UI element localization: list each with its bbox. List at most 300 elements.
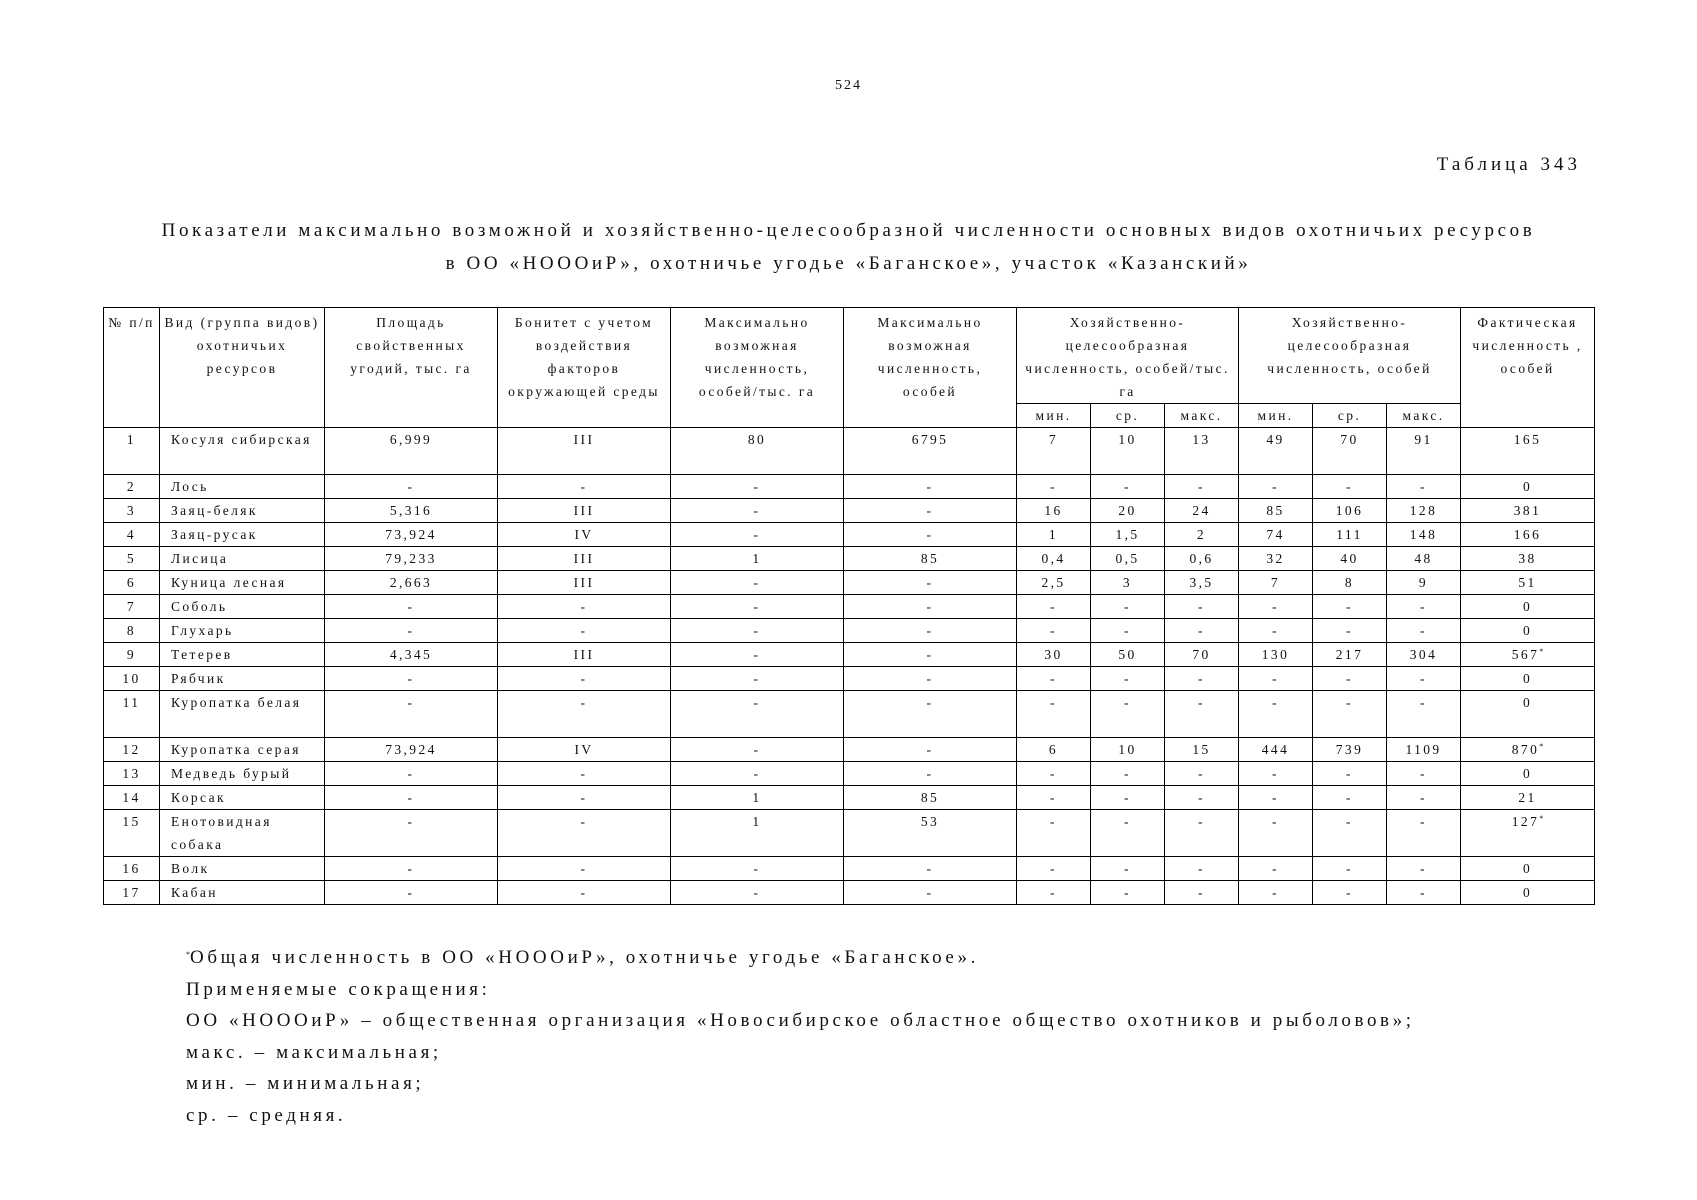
cell-count-max (1387, 595, 1461, 619)
cell-density-min (1017, 881, 1091, 905)
cell-max-count (844, 881, 1017, 905)
cell-count-max-value: - (1420, 766, 1427, 781)
abbreviations-title: Применяемые сокращения: (186, 978, 491, 1000)
cell-area-value: 6,999 (389, 432, 433, 447)
cell-count-min-value: - (1272, 623, 1279, 638)
cell-area-value: 5,316 (389, 503, 433, 518)
cell-num (104, 499, 160, 523)
cell-density-min (1017, 786, 1091, 810)
abbreviation-item: ср. – средняя. (186, 1104, 347, 1126)
cell-max-count-value: - (926, 599, 934, 614)
subheader-density-min: мин. (1017, 404, 1091, 428)
cell-species-value: Куница лесная (171, 575, 287, 590)
cell-count-min (1239, 643, 1313, 667)
cell-bonitet-value: - (580, 671, 588, 686)
cell-density-avg (1091, 595, 1165, 619)
cell-actual (1461, 571, 1595, 595)
cell-area (325, 571, 498, 595)
cell-num (104, 619, 160, 643)
notes (186, 942, 1636, 1131)
cell-num-value: 5 (126, 551, 137, 566)
cell-density-max-value: - (1198, 861, 1205, 876)
cell-actual (1461, 667, 1595, 691)
cell-density-min (1017, 643, 1091, 667)
cell-max-count-value: - (926, 671, 934, 686)
cell-count-max (1387, 786, 1461, 810)
cell-bonitet (498, 810, 671, 857)
cell-bonitet-value: - (580, 623, 588, 638)
cell-num-value: 2 (126, 479, 137, 494)
cell-bonitet-value: IV (574, 527, 594, 542)
cell-count-avg (1313, 428, 1387, 475)
table-row (104, 786, 1595, 810)
cell-density-max-value: 15 (1192, 742, 1211, 757)
cell-density-min (1017, 762, 1091, 786)
cell-density-max (1165, 810, 1239, 857)
cell-count-max (1387, 619, 1461, 643)
table-row (104, 857, 1595, 881)
footnote (186, 942, 1636, 974)
cell-bonitet (498, 547, 671, 571)
cell-actual-value: 0 (1522, 766, 1533, 781)
cell-max-density (671, 857, 844, 881)
cell-num-value: 13 (122, 766, 141, 781)
cell-density-min (1017, 547, 1091, 571)
cell-density-min-value: - (1050, 671, 1057, 686)
cell-count-max (1387, 428, 1461, 475)
footnote-mark: * (186, 950, 190, 959)
cell-species (160, 547, 325, 571)
cell-max-count-value: - (926, 647, 934, 662)
cell-max-count-value: - (926, 861, 934, 876)
cell-count-min (1239, 667, 1313, 691)
cell-max-density (671, 691, 844, 738)
cell-density-avg (1091, 691, 1165, 738)
cell-area (325, 810, 498, 857)
cell-num (104, 881, 160, 905)
cell-max-count-value: - (926, 527, 934, 542)
cell-area (325, 786, 498, 810)
cell-species (160, 571, 325, 595)
cell-count-min (1239, 881, 1313, 905)
cell-density-max-value: 13 (1192, 432, 1211, 447)
cell-count-max (1387, 499, 1461, 523)
cell-count-avg (1313, 571, 1387, 595)
cell-max-density (671, 643, 844, 667)
cell-density-min-value: - (1050, 695, 1057, 710)
cell-bonitet-value: - (580, 695, 588, 710)
cell-max-density-value: - (753, 503, 761, 518)
cell-actual (1461, 475, 1595, 499)
cell-species (160, 619, 325, 643)
cell-density-min (1017, 428, 1091, 475)
cell-actual (1461, 881, 1595, 905)
cell-bonitet-value: III (573, 647, 595, 662)
cell-num-value: 11 (122, 695, 141, 710)
cell-max-density (671, 475, 844, 499)
cell-actual (1461, 523, 1595, 547)
cell-density-min-value: 1 (1048, 527, 1059, 542)
cell-max-count-value: - (926, 479, 934, 494)
cell-count-min (1239, 738, 1313, 762)
cell-bonitet (498, 667, 671, 691)
cell-actual-value: 127 (1511, 814, 1540, 829)
cell-max-density-value: - (753, 695, 761, 710)
cell-density-min-value: 6 (1048, 742, 1059, 757)
cell-density-avg (1091, 857, 1165, 881)
cell-count-max (1387, 762, 1461, 786)
cell-max-density (671, 762, 844, 786)
cell-num (104, 643, 160, 667)
cell-count-avg (1313, 667, 1387, 691)
abbreviation-item: мин. – минимальная; (186, 1073, 425, 1094)
cell-count-max (1387, 691, 1461, 738)
cell-area (325, 643, 498, 667)
cell-density-min-value: - (1050, 885, 1057, 900)
cell-density-max (1165, 571, 1239, 595)
cell-bonitet-value: III (573, 503, 595, 518)
cell-density-max (1165, 643, 1239, 667)
cell-species-value: Тетерев (171, 647, 233, 662)
table-row (104, 619, 1595, 643)
cell-max-density (671, 523, 844, 547)
cell-count-max-value: - (1420, 599, 1427, 614)
cell-area-value: - (407, 695, 415, 710)
cell-max-count (844, 857, 1017, 881)
cell-density-max (1165, 547, 1239, 571)
cell-area (325, 857, 498, 881)
cell-num (104, 428, 160, 475)
cell-max-count (844, 643, 1017, 667)
cell-species-value: Куропатка серая (171, 742, 301, 757)
cell-count-min (1239, 571, 1313, 595)
cell-count-min-value: 130 (1261, 647, 1290, 662)
cell-max-density (671, 428, 844, 475)
cell-species-value: Куропатка белая (171, 695, 302, 710)
cell-max-count (844, 499, 1017, 523)
header-max-count: Максимально возможная численность, особей (844, 308, 1017, 428)
cell-max-density (671, 667, 844, 691)
cell-area (325, 428, 498, 475)
cell-max-count (844, 667, 1017, 691)
cell-density-max (1165, 475, 1239, 499)
cell-num-value: 10 (122, 671, 141, 686)
cell-count-max-value: 48 (1414, 551, 1433, 566)
cell-actual-value: 38 (1518, 551, 1537, 566)
cell-density-avg-value: 10 (1118, 432, 1137, 447)
cell-count-avg (1313, 475, 1387, 499)
cell-max-count (844, 475, 1017, 499)
footnote-mark: * (1539, 814, 1544, 823)
cell-species (160, 428, 325, 475)
cell-species-value: Заяц-беляк (171, 503, 258, 518)
cell-max-density-value: - (753, 885, 761, 900)
cell-num-value: 16 (122, 861, 141, 876)
cell-area-value: - (407, 479, 415, 494)
cell-max-density (671, 738, 844, 762)
cell-density-max (1165, 428, 1239, 475)
cell-max-count (844, 595, 1017, 619)
cell-area-value: 73,924 (385, 742, 437, 757)
cell-num (104, 571, 160, 595)
cell-count-min-value: - (1272, 885, 1279, 900)
cell-density-avg (1091, 643, 1165, 667)
table-title-line-2: в ОО «НОООиР», охотничье угодье «Баганское», участок «Казанский» (445, 253, 1252, 274)
cell-density-min-value: 16 (1044, 503, 1063, 518)
cell-species-value: Косуля сибирская (171, 432, 312, 447)
cell-area-value: - (407, 599, 415, 614)
cell-actual (1461, 499, 1595, 523)
cell-max-count-value: - (926, 885, 934, 900)
cell-density-min-value: - (1050, 766, 1057, 781)
cell-density-max (1165, 857, 1239, 881)
cell-density-max-value: 3,5 (1189, 575, 1214, 590)
cell-max-count-value: 85 (920, 551, 940, 566)
table-row (104, 762, 1595, 786)
cell-species (160, 786, 325, 810)
cell-area-value: - (407, 671, 415, 686)
cell-bonitet-value: - (580, 861, 588, 876)
table-row (104, 810, 1595, 857)
header-bonitet: Бонитет с учетом воздействия факторов окружающей среды (498, 308, 671, 428)
cell-bonitet-value: - (580, 766, 588, 781)
footnote-mark: * (1539, 647, 1544, 656)
cell-species (160, 810, 325, 857)
cell-actual (1461, 691, 1595, 738)
cell-density-max (1165, 499, 1239, 523)
cell-density-min-value: 2,5 (1041, 575, 1066, 590)
cell-actual-value: 0 (1522, 885, 1533, 900)
cell-species-value: Медведь бурый (171, 766, 292, 781)
cell-max-count-value: 85 (920, 790, 940, 805)
cell-count-min-value: 74 (1266, 527, 1285, 542)
cell-density-avg-value: 1,5 (1115, 527, 1140, 542)
cell-count-max (1387, 547, 1461, 571)
cell-num (104, 786, 160, 810)
cell-area (325, 547, 498, 571)
cell-species (160, 643, 325, 667)
cell-area (325, 499, 498, 523)
cell-area-value: - (407, 814, 415, 829)
cell-count-min-value: 32 (1266, 551, 1285, 566)
cell-max-count-value: - (926, 742, 934, 757)
page-number: 524 (835, 78, 862, 93)
cell-species-value: Лось (171, 479, 209, 494)
table-row (104, 475, 1595, 499)
cell-density-max-value: - (1198, 479, 1205, 494)
cell-density-min (1017, 691, 1091, 738)
cell-count-max-value: - (1420, 479, 1427, 494)
cell-area-value: 4,345 (389, 647, 433, 662)
cell-count-max (1387, 523, 1461, 547)
cell-max-density-value: 1 (752, 814, 762, 829)
cell-bonitet (498, 523, 671, 547)
cell-max-density (671, 810, 844, 857)
cell-count-min (1239, 810, 1313, 857)
cell-num (104, 667, 160, 691)
cell-count-avg-value: 40 (1340, 551, 1359, 566)
cell-density-min-value: - (1050, 599, 1057, 614)
table-row (104, 523, 1595, 547)
cell-actual (1461, 786, 1595, 810)
cell-area-value: 2,663 (389, 575, 433, 590)
cell-count-avg-value: - (1346, 790, 1353, 805)
cell-num-value: 15 (122, 814, 141, 829)
cell-count-min-value: 7 (1270, 575, 1281, 590)
cell-density-min (1017, 738, 1091, 762)
cell-actual-value: 21 (1518, 790, 1537, 805)
cell-max-density (671, 595, 844, 619)
cell-count-min-value: - (1272, 861, 1279, 876)
subheader-density-avg: ср. (1091, 404, 1165, 428)
subheader-count-max: макс. (1387, 404, 1461, 428)
cell-num (104, 691, 160, 738)
cell-species-value: Волк (171, 861, 210, 876)
cell-density-max (1165, 762, 1239, 786)
cell-count-avg (1313, 810, 1387, 857)
cell-max-density-value: - (753, 479, 761, 494)
cell-count-avg (1313, 738, 1387, 762)
cell-actual (1461, 738, 1595, 762)
cell-density-avg (1091, 810, 1165, 857)
cell-count-avg (1313, 786, 1387, 810)
cell-count-max (1387, 810, 1461, 857)
cell-density-max-value: - (1198, 790, 1205, 805)
cell-species-value: Лисица (171, 551, 229, 566)
cell-bonitet (498, 428, 671, 475)
cell-species (160, 881, 325, 905)
cell-species (160, 738, 325, 762)
cell-density-min (1017, 571, 1091, 595)
cell-bonitet (498, 857, 671, 881)
cell-count-min (1239, 475, 1313, 499)
cell-bonitet (498, 595, 671, 619)
cell-density-avg-value: - (1124, 479, 1131, 494)
cell-density-min-value: - (1050, 623, 1057, 638)
cell-count-avg (1313, 857, 1387, 881)
cell-bonitet (498, 786, 671, 810)
cell-area (325, 595, 498, 619)
cell-actual-value: 166 (1513, 527, 1542, 542)
cell-count-avg-value: - (1346, 623, 1353, 638)
cell-max-density-value: - (753, 671, 761, 686)
cell-species (160, 691, 325, 738)
cell-area-value: - (407, 623, 415, 638)
table-row (104, 499, 1595, 523)
cell-max-count-value: - (926, 766, 934, 781)
table-row (104, 571, 1595, 595)
cell-species-value: Глухарь (171, 623, 234, 638)
header-econ-density: Хозяйственно-целесообразная численность, особей/тыс. га (1017, 308, 1239, 404)
cell-count-min (1239, 691, 1313, 738)
cell-num-value: 1 (126, 432, 137, 447)
cell-density-max-value: - (1198, 671, 1205, 686)
cell-actual (1461, 428, 1595, 475)
cell-species (160, 523, 325, 547)
table-body (104, 428, 1595, 905)
cell-density-max-value: - (1198, 814, 1205, 829)
cell-count-avg-value: 739 (1335, 742, 1364, 757)
cell-count-max-value: - (1420, 623, 1427, 638)
cell-area (325, 762, 498, 786)
cell-max-count (844, 571, 1017, 595)
cell-max-density (671, 786, 844, 810)
cell-density-avg (1091, 428, 1165, 475)
cell-max-density-value: - (753, 742, 761, 757)
cell-count-min (1239, 523, 1313, 547)
cell-num-value: 3 (126, 503, 137, 518)
cell-bonitet (498, 499, 671, 523)
cell-count-avg-value: - (1346, 479, 1353, 494)
cell-count-max-value: - (1420, 790, 1427, 805)
cell-count-min-value: - (1272, 671, 1279, 686)
cell-actual-value: 0 (1522, 695, 1533, 710)
cell-max-count (844, 619, 1017, 643)
cell-count-max-value: - (1420, 861, 1427, 876)
cell-max-count-value: 6795 (911, 432, 949, 447)
cell-count-min (1239, 619, 1313, 643)
cell-num (104, 547, 160, 571)
cell-density-avg-value: 0,5 (1115, 551, 1140, 566)
cell-count-avg-value: - (1346, 766, 1353, 781)
header-max-density: Максимально возможная численность, особей/тыс. га (671, 308, 844, 428)
cell-count-min-value: 85 (1266, 503, 1285, 518)
abbreviation-item: ОО «НОООиР» – общественная организация «Новосибирское областное общество охотников и рыболовов»; (186, 1010, 1415, 1031)
cell-count-max-value: 304 (1409, 647, 1438, 662)
cell-area-value: - (407, 790, 415, 805)
cell-count-min-value: - (1272, 790, 1279, 805)
cell-max-density-value: - (753, 623, 761, 638)
cell-count-max-value: - (1420, 671, 1427, 686)
cell-count-min-value: 444 (1261, 742, 1290, 757)
cell-density-max (1165, 595, 1239, 619)
cell-count-max (1387, 738, 1461, 762)
cell-actual (1461, 547, 1595, 571)
cell-density-avg-value: - (1124, 623, 1131, 638)
cell-density-max (1165, 786, 1239, 810)
cell-count-avg (1313, 643, 1387, 667)
cell-count-avg-value: 217 (1335, 647, 1364, 662)
cell-actual-value: 381 (1513, 503, 1542, 518)
cell-num-value: 4 (126, 527, 137, 542)
cell-density-min-value: 0,4 (1041, 551, 1066, 566)
header-econ-count: Хозяйственно-целесообразная численность, особей (1239, 308, 1461, 404)
cell-count-min (1239, 499, 1313, 523)
cell-max-count (844, 547, 1017, 571)
cell-actual-value: 0 (1522, 623, 1533, 638)
cell-density-max-value: 0,6 (1189, 551, 1214, 566)
cell-count-avg (1313, 619, 1387, 643)
cell-density-max-value: - (1198, 695, 1205, 710)
cell-species-value: Заяц-русак (171, 527, 258, 542)
cell-density-min (1017, 475, 1091, 499)
cell-density-min-value: - (1050, 814, 1057, 829)
cell-count-max-value: 9 (1418, 575, 1429, 590)
cell-area (325, 619, 498, 643)
cell-max-density (671, 499, 844, 523)
cell-bonitet-value: - (580, 790, 588, 805)
cell-area-value: 73,924 (385, 527, 437, 542)
cell-count-min (1239, 547, 1313, 571)
cell-count-avg (1313, 691, 1387, 738)
abbreviation-item: макс. – максимальная; (186, 1041, 442, 1063)
cell-count-max (1387, 881, 1461, 905)
cell-density-avg-value: - (1124, 885, 1131, 900)
cell-bonitet-value: - (580, 599, 588, 614)
cell-count-avg (1313, 547, 1387, 571)
cell-count-avg-value: 70 (1340, 432, 1359, 447)
cell-max-count-value: - (926, 575, 934, 590)
